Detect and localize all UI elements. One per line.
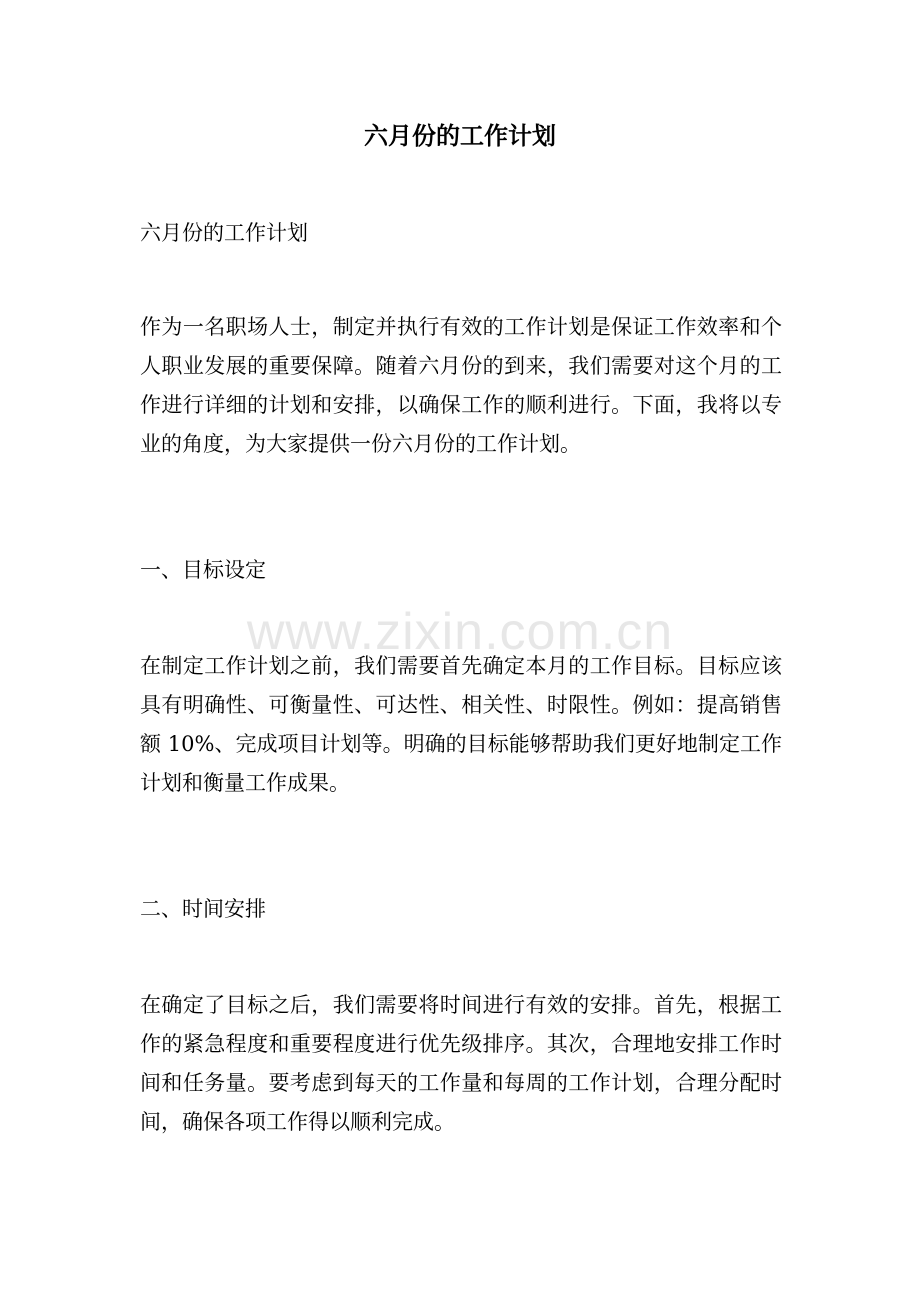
section-body-schedule: 在确定了目标之后，我们需要将时间进行有效的安排。首先，根据工作的紧急程度和重要程度进行优先级排序。其次，合理地安排工作时间和任务量。要考虑到每天的工作量和每周的工作计划，合理分配时间，确保各项工作得以顺利完成。 bbox=[140, 993, 782, 1134]
section-heading-schedule: 二、时间安排 bbox=[140, 897, 266, 921]
watermark-text: www.zixin.com.cn bbox=[246, 603, 674, 661]
document-subtitle: 六月份的工作计划 bbox=[140, 221, 308, 245]
section-body-goals: 在制定工作计划之前，我们需要首先确定本月的工作目标。目标应该具有明确性、可衡量性、可达性、相关性、时限性。例如：提高销售额 10%、完成项目计划等。明确的目标能够帮助我们更好地制定工作计划和衡量工作成果。 bbox=[140, 654, 782, 795]
document-title: 六月份的工作计划 bbox=[364, 121, 556, 150]
section-heading-goals: 一、目标设定 bbox=[140, 558, 266, 582]
intro-paragraph: 作为一名职场人士，制定并执行有效的工作计划是保证工作效率和个人职业发展的重要保障。随着六月份的到来，我们需要对这个月的工作进行详细的计划和安排，以确保工作的顺利进行。下面，我将以专业的角度，为大家提供一份六月份的工作计划。 bbox=[140, 315, 782, 456]
